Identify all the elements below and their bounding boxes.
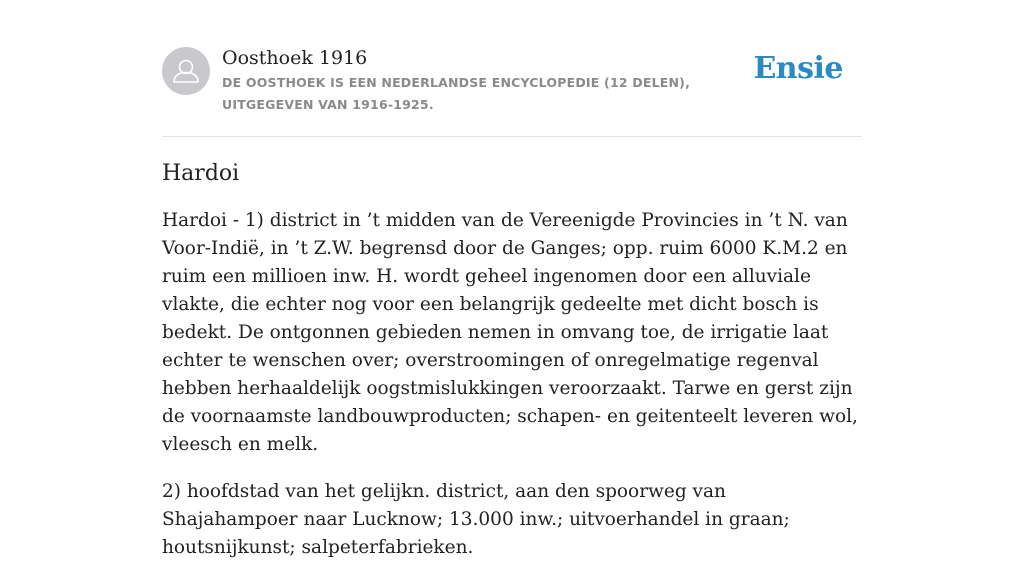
article-paragraph-2: 2) hoofdstad van het gelijkn. district, aan den spoorweg van Shajahampoer naar Lucknow; 13.000 inw.; uitvoerhandel in graan; houtsnijkunst; salpeterfabrieken.: [162, 481, 790, 558]
article-paragraph-1: Hardoi - 1) district in ’t midden van de Vereenigde Provincies in ’t N. van Voor-Indië, in ’t Z.W. begrensd door de Ganges; opp. ruim 6000 K.M.2 en ruim een millioen inw. H. wordt geheel ingenomen door een alluviale vlakte, die echter nog voor een belangrijk gedeelte met dicht bosch is bedekt. De ontgonnen gebieden nemen in omvang toe, de irrigatie laat echter te wenschen over; overstroomingen of onregelmatige regenval hebben herhaaldelijk oogstmislukkingen veroorzaakt. Tarwe en gerst zijn de voornaamste landbouwproducten; schapen- en geitenteelt leveren wol, vleesch en melk.: [162, 210, 858, 455]
article: [162, 157, 862, 581]
source-title[interactable]: Oosthoek 1916: [222, 47, 368, 69]
ensie-logo[interactable]: Ensie: [753, 51, 843, 86]
source-description: DE OOSTHOEK IS EEN NEDERLANDSE ENCYCLOPEDIE (12 DELEN), UITGEGEVEN VAN 1916-1925.: [222, 75, 691, 112]
user-icon: [162, 47, 210, 95]
source-avatar[interactable]: [162, 47, 210, 95]
source-header: [162, 44, 862, 137]
article-title: Hardoi: [162, 161, 240, 186]
